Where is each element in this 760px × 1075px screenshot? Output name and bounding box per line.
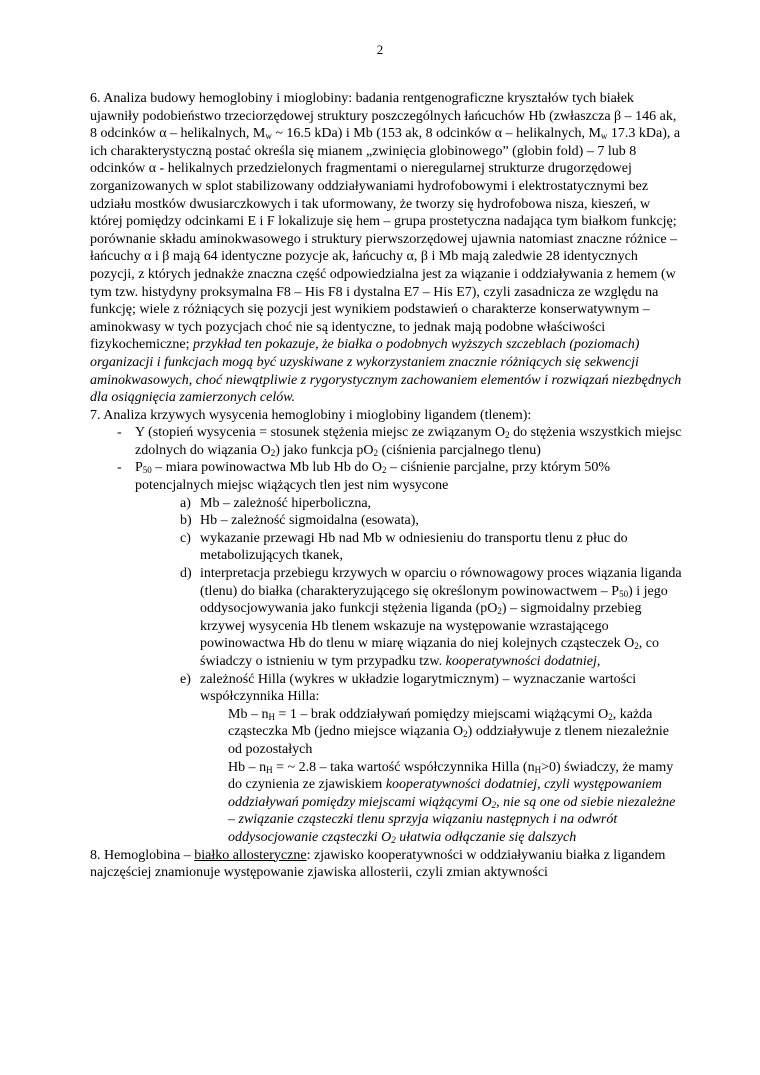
bullet-y-saturation: - Y (stopień wysycenia = stosunek stężenia miejsc ze związanym $O_2$ do stężenia wszystkich miejsc zdolnych do wiązania $O_2$) jako funkcja $pO_2$ (ciśnienia parcjalnego tlenu): [117, 425, 682, 458]
page-number: 2: [376, 42, 384, 57]
list-item-a: a) Mb – zależność hiperboliczna,: [180, 495, 372, 511]
section-7-heading: 7. Analiza krzywych wysycenia hemoglobiny i mioglobiny ligandem (tlenem):: [90, 407, 532, 423]
list-item-b: b) Hb – zależność sigmoidalna (esowata),: [180, 513, 419, 529]
allosteric-protein-term: białko allosteryczne: [194, 847, 307, 863]
list-item-e: e) zależność Hilla (wykres w układzie logarytmicznym) – wyznaczanie wartości współczynnika Hilla:: [180, 671, 637, 705]
list-item-c: c) wykazanie przewagi Hb nad Mb w odniesieniu do transportu tlenu z płuc do metabolizujących tkanek,: [180, 530, 628, 564]
section-8-paragraph: 8. Hemoglobina – białko allosteryczne: zjawisko kooperatywności w oddziaływaniu białka z ligandem najczęściej znamionuje występowanie zjawiska allosterii, czyli zmian aktywności: [90, 847, 666, 881]
hill-hb: Hb – $n_H$ = ~ 2.8 – taka wartość współczynnika Hilla $(n_H>0)$ świadczy, że mamy do czynienia ze zjawiskiem kooperatywności dodatniej, czyli występowaniem oddziaływań pomiędzy miejscami wiążącymi $O_2$, nie są one od siebie niezależne: [228, 759, 676, 810]
section-6-conclusion: przykład ten pokazuje, że białka o podobnych wyższych szczeblach (poziomach) organizacji i funkcjach mogą być uzyskiwane z wykorzystaniem znacznie różniących się sekwencji aminokwasowych, choć niewątpliwie z rygorystycznym zachowaniem elementów i rozwiązań niezbędnych dla osiągnięcia zamierzonych celów.: [90, 337, 682, 406]
list-item-d: d) interpretacja przebiegu krzywych w oparciu o równowagowy proces wiązania liganda (tlenu) do białka (charakteryzującego się określonym powinowactwem – $P_{50}$) i jego oddysocjowywania jako funkcji stężenia liganda $(pO_2)$ – sigmoidalny przebieg krzywej wysycenia Hb tlenem wskazuje na występowanie wzrastającego powinowactwa Hb do tlenu w miarę wiązania do niej kolejnych cząsteczek $O_2$, co świadczy o istnieniu w tym przypadku tzw. kooperatywności dodatniej,: [180, 566, 682, 669]
section-6-paragraph: 6. Analiza budowy hemoglobiny i mioglobiny: badania rentgenograficzne kryształów tych białek ujawniły podobieństwo trzeciorzędowej struktury poszczególnych łańcuchów Hb (zwłaszcza β – 146 ak, 8 odcinków α – helikalnych, $M_w$ ~ 16.5 kDa) i Mb (153 ak, 8 odcinków α – helikalnych, $M_w$ 17.3 kDa), a ich charakterystyczną postać określa się mianem „zwinięcia globinowego” (globin fold) – 7 lub 8 odcinków α - helikalnych przedzielonych fragmentami o nieregularnej strukturze drugorzędowej zorganizowanych w splot stabilizowany oddziaływaniami hydrofobowymi i elektrostatycznymi bez udziału mostków dwusiarczkowych i tak uformowany, że tworzy się hydrofobowa nisza, kieszeń, w której pomiędzy odcinkami E i F lokalizuje się hem – grupa prostetyczna nadająca tym białkom funkcję; porównanie składu aminokwasowego i struktury pierwszorzędowej ujawnia natomiast znaczne różnice – łańcuchy α i β mają 64 identyczne pozycje ak, łańcuchy α, β i Mb mają zaledwie 28 identycznych pozycji, z których jednakże znaczna część odpowiedzialna jest za wiązanie i oddziaływania z hemem (w tym tzw. histydyny proksymalna F8 – His F8 i dystalna E7 – His E7), czyli zasadnicza ze względu na funkcję; wiele z różniących się pozycji jest wynikiem podstawień o charakterze konserwatywnym – aminokwasy w tych pozycjach choć nie są identyczne, to jednak mają podobne właściwości fizykochemiczne; przykład ten pokazuje, że białka o podobnych wyższych szczeblach (poziomach) organizacji i funkcjach mogą być uzyskiwane z wykorzystaniem znacznie różniących się sekwencji aminokwasowych, choć niewątpliwie z rygorystycznym zachowaniem elementów i rozwiązań niezbędnych dla osiągnięcia zamierzonych celów.: [90, 91, 682, 406]
hill-note: – związanie cząsteczki tlenu sprzyja wiązaniu następnych i na odwrót oddysocjowanie cząsteczki $O_2$ ułatwia odłączanie się dalszych: [228, 812, 618, 845]
bullet-p50: - $P_{50}$ – miara powinowactwa Mb lub Hb do $O_2$ – ciśnienie parcjalne, przy którym 50% potencjalnych miejsc wiążących tlen jest nim wysycone: [117, 460, 611, 494]
hill-mb: $Mb - n_H = 1$ – brak oddziaływań pomiędzy miejscami wiążącymi $O_2$, każda cząsteczka Mb (jedno miejsce wiązania $O_2$) oddziaływuje z tlenem niezależnie od pozostałych: [228, 706, 670, 757]
document-body: [90, 90, 686, 882]
